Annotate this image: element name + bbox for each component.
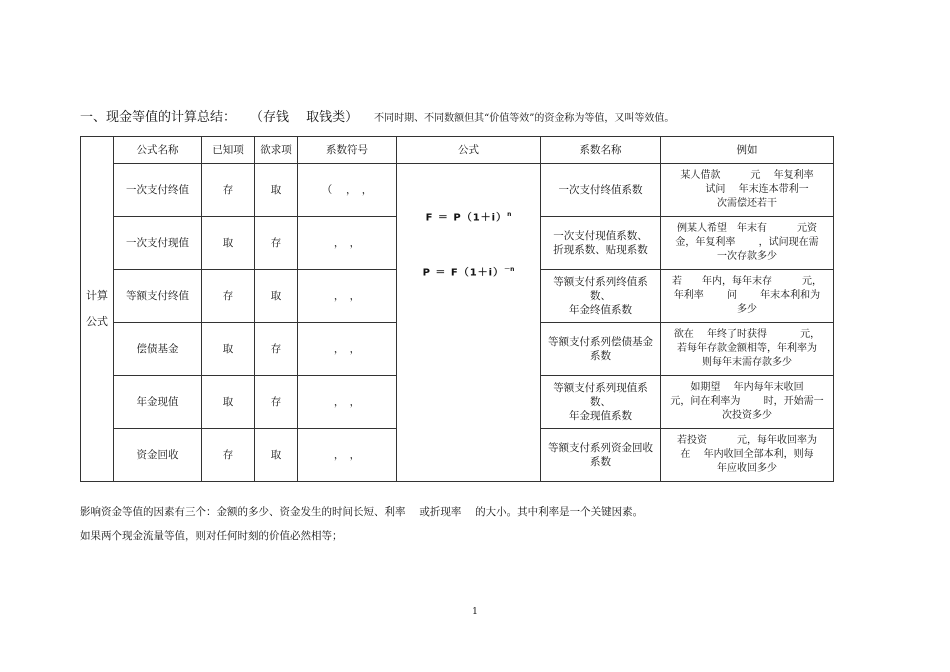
formula-table bbox=[80, 136, 834, 482]
formula-present bbox=[399, 263, 538, 280]
coef-name-cell: 等额支付系列资金回收 系数 bbox=[541, 429, 661, 482]
equality-note: 如果两个现金流量等值，则对任何时刻的价值必然相等； bbox=[80, 530, 343, 542]
formula-name-cell: 资金回收 bbox=[114, 429, 202, 482]
symbol-cell: ， ， bbox=[298, 429, 397, 482]
symbol-cell: （ ， ， bbox=[298, 164, 397, 217]
coef-name-cell: 等额支付系列现值系数、 年金现值系数 bbox=[541, 376, 661, 429]
coef-name-cell: 等额支付系列偿债基金 系数 bbox=[541, 323, 661, 376]
page-number: 1 bbox=[472, 607, 478, 617]
coef-name-cell: 一次支付现值系数、 折现系数、贴现系数 bbox=[541, 217, 661, 270]
formula-present-base: P ＝ F（1＋i） bbox=[422, 267, 505, 279]
formula-name-cell: 一次支付终值 bbox=[114, 164, 202, 217]
formula-name-cell: 偿债基金 bbox=[114, 323, 202, 376]
example-cell: 若 年内，每年末存 元， 年利率 问 年末本利和为 多少 bbox=[661, 270, 834, 323]
formula-compound-exponent: n bbox=[507, 211, 512, 218]
formula-name-cell: 等额支付终值 bbox=[114, 270, 202, 323]
sought-cell: 取 bbox=[255, 270, 298, 323]
example-cell: 欲在 年终了时获得 元， 若每年存款金额相等，年利率为 则每年末需存款多少 bbox=[661, 323, 834, 376]
symbol-cell: ， ， bbox=[298, 323, 397, 376]
known-cell: 取 bbox=[202, 217, 255, 270]
known-cell: 取 bbox=[202, 323, 255, 376]
symbol-cell: ， ， bbox=[298, 376, 397, 429]
sought-cell: 存 bbox=[255, 376, 298, 429]
header-symbol: 系数符号 bbox=[298, 137, 397, 164]
factors-note: 影响资金等值的因素有三个：金额的多少、资金发生的时间长短、利率 或折现率 的大小。其中利率是一个关键因素。 bbox=[80, 506, 644, 518]
group-label: 计算 公式 bbox=[86, 289, 108, 328]
header-coef-name: 系数名称 bbox=[541, 137, 661, 164]
table-header-row bbox=[81, 137, 834, 164]
header-formula: 公式 bbox=[397, 137, 541, 164]
formula-present-exponent: －n bbox=[504, 266, 515, 274]
example-cell: 若投资 元，每年收回率为 在 年内收回全部本利，则每 年应收回多少 bbox=[661, 429, 834, 482]
header-example: 例如 bbox=[661, 137, 834, 164]
formula-compound bbox=[399, 208, 538, 225]
section-subtitle: （存钱 取钱类） bbox=[250, 110, 359, 125]
sought-cell: 取 bbox=[255, 429, 298, 482]
section-title: 一、现金等值的计算总结： bbox=[80, 110, 237, 125]
header-formula-name: 公式名称 bbox=[114, 137, 202, 164]
group-label-cell bbox=[81, 137, 114, 482]
known-cell: 存 bbox=[202, 429, 255, 482]
table-row bbox=[81, 164, 834, 217]
page-heading bbox=[80, 108, 880, 128]
formula-cell bbox=[397, 164, 541, 482]
formula-name-cell: 一次支付现值 bbox=[114, 217, 202, 270]
example-cell: 某人借款 元 年复利率 试问 年末连本带利一 次需偿还若干 bbox=[661, 164, 834, 217]
known-cell: 取 bbox=[202, 376, 255, 429]
formula-name-cell: 年金现值 bbox=[114, 376, 202, 429]
definition-text: 不同时期、不同数额但其“价值等效”的资金称为等值，又叫等效值。 bbox=[374, 113, 675, 124]
formula-table-wrapper bbox=[80, 136, 833, 496]
sought-cell: 取 bbox=[255, 164, 298, 217]
example-cell: 如期望 年内每年末收回 元，问在利率为 时，开始需一 次投资多少 bbox=[661, 376, 834, 429]
coef-name-cell: 等额支付系列终值系数、 年金终值系数 bbox=[541, 270, 661, 323]
coef-name-cell: 一次支付终值系数 bbox=[541, 164, 661, 217]
formula-compound-base: F ＝ P（1＋i） bbox=[425, 212, 508, 224]
header-sought: 欲求项 bbox=[255, 137, 298, 164]
example-cell: 例某人希望 年末有 元资 金，年复利率 ，试问现在需 一次存款多少 bbox=[661, 217, 834, 270]
symbol-cell: ， ， bbox=[298, 270, 397, 323]
known-cell: 存 bbox=[202, 270, 255, 323]
sought-cell: 存 bbox=[255, 323, 298, 376]
known-cell: 存 bbox=[202, 164, 255, 217]
sought-cell: 存 bbox=[255, 217, 298, 270]
symbol-cell: ， ， bbox=[298, 217, 397, 270]
header-known: 已知项 bbox=[202, 137, 255, 164]
